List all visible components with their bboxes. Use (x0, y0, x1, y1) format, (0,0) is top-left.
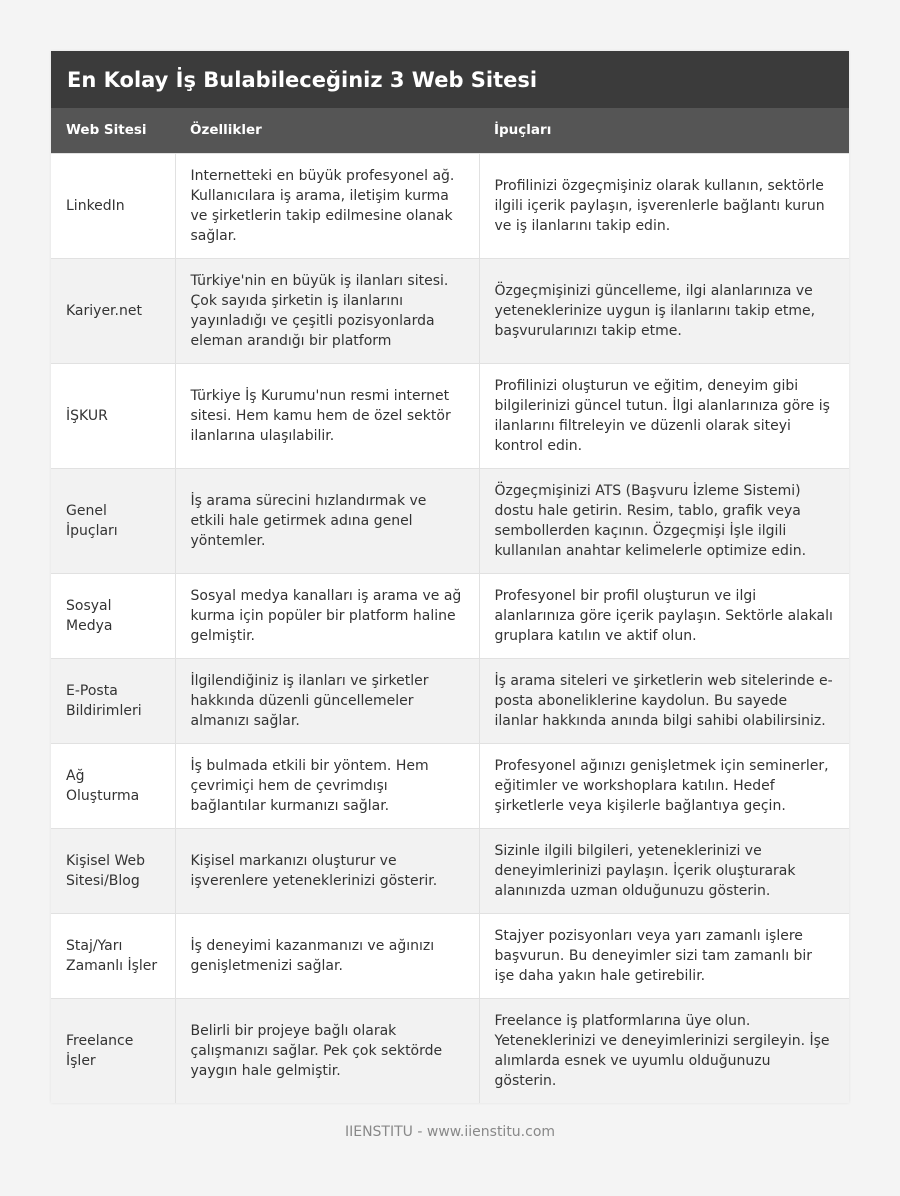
site-cell: Ağ Oluşturma (51, 743, 175, 828)
features-cell: Sosyal medya kanalları iş arama ve ağ kurma için popüler bir platform haline gelmiştir. (175, 573, 479, 658)
features-cell: Kişisel markanızı oluşturur ve işverenlere yeteneklerinizi gösterir. (175, 828, 479, 913)
column-header-tips: İpuçları (479, 108, 849, 153)
tips-cell: Özgeçmişinizi güncelleme, ilgi alanlarınıza ve yeteneklerinize uygun iş ilanlarını takip etme, başvurularınızı takip etme. (479, 258, 849, 363)
data-table (51, 108, 849, 1103)
tips-cell: Sizinle ilgili bilgileri, yeteneklerinizi ve deneyimlerinizi paylaşın. İçerik oluşturarak alanınızda uzman olduğunuzu gösterin. (479, 828, 849, 913)
site-cell: Kariyer.net (51, 258, 175, 363)
tips-cell: Profilinizi özgeçmişiniz olarak kullanın, sektörle ilgili içerik paylaşın, işverenlerle bağlantı kurun ve iş ilanlarını takip edin. (479, 153, 849, 258)
features-cell: Belirli bir projeye bağlı olarak çalışmanızı sağlar. Pek çok sektörde yaygın hale gelmiştir. (175, 998, 479, 1103)
site-cell: Staj/Yarı Zamanlı İşler (51, 913, 175, 998)
table-row (51, 153, 849, 258)
table-row (51, 363, 849, 468)
tips-cell: Profilinizi oluşturun ve eğitim, deneyim gibi bilgilerinizi güncel tutun. İlgi alanlarınıza göre iş ilanlarını filtreleyin ve düzenli olarak siteyi kontrol edin. (479, 363, 849, 468)
features-cell: Türkiye İş Kurumu'nun resmi internet sitesi. Hem kamu hem de özel sektör ilanlarına ulaşılabilir. (175, 363, 479, 468)
tips-cell: Freelance iş platformlarına üye olun. Yeteneklerinizi ve deneyimlerinizi sergileyin. İşe alımlarda esnek ve uyumlu olduğunuzu gösterin. (479, 998, 849, 1103)
tips-cell: Özgeçmişinizi ATS (Başvuru İzleme Sistemi) dostu hale getirin. Resim, tablo, grafik veya sembollerden kaçının. Özgeçmişi İşle ilgili kullanılan anahtar kelimelerle optimize edin. (479, 468, 849, 573)
tips-cell: İş arama siteleri ve şirketlerin web sitelerinde e-posta aboneliklerine kaydolun. Bu sayede ilanlar hakkında anında bilgi sahibi olabilirsiniz. (479, 658, 849, 743)
table-row (51, 743, 849, 828)
table-row (51, 913, 849, 998)
features-cell: Türkiye'nin en büyük iş ilanları sitesi. Çok sayıda şirketin iş ilanlarını yayınladığı ve çeşitli pozisyonlarda eleman arandığı bir platform (175, 258, 479, 363)
column-header-features: Özellikler (175, 108, 479, 153)
column-header-site: Web Sitesi (51, 108, 175, 153)
footer-credit: IIENSTITU - www.iienstitu.com (344, 1124, 556, 1140)
site-cell: Kişisel Web Sitesi/Blog (51, 828, 175, 913)
table-row (51, 998, 849, 1103)
features-cell: İş bulmada etkili bir yöntem. Hem çevrimiçi hem de çevrimdışı bağlantılar kurmanızı sağlar. (175, 743, 479, 828)
site-cell: LinkedIn (51, 153, 175, 258)
header-row (51, 108, 849, 153)
site-cell: Sosyal Medya (51, 573, 175, 658)
table-row (51, 258, 849, 363)
site-cell: E-Posta Bildirimleri (51, 658, 175, 743)
table-card (51, 51, 849, 1103)
table-row (51, 468, 849, 573)
tips-cell: Profesyonel ağınızı genişletmek için seminerler, eğitimler ve workshoplara katılın. Hedef şirketlerle veya kişilerle bağlantıya geçin. (479, 743, 849, 828)
table-row (51, 573, 849, 658)
features-cell: Internetteki en büyük profesyonel ağ. Kullanıcılara iş arama, iletişim kurma ve şirketlerin takip edilmesine olanak sağlar. (175, 153, 479, 258)
table-title: En Kolay İş Bulabileceğiniz 3 Web Sitesi (51, 51, 849, 108)
features-cell: İş arama sürecini hızlandırmak ve etkili hale getirmek adına genel yöntemler. (175, 468, 479, 573)
table-row (51, 658, 849, 743)
table-row (51, 828, 849, 913)
site-cell: Genel İpuçları (51, 468, 175, 573)
tips-cell: Stajyer pozisyonları veya yarı zamanlı işlere başvurun. Bu deneyimler sizi tam zamanlı bir işe daha yakın hale getirebilir. (479, 913, 849, 998)
tips-cell: Profesyonel bir profil oluşturun ve ilgi alanlarınıza göre içerik paylaşın. Sektörle alakalı gruplara katılın ve aktif olun. (479, 573, 849, 658)
site-cell: İŞKUR (51, 363, 175, 468)
features-cell: İş deneyimi kazanmanızı ve ağınızı genişletmenizi sağlar. (175, 913, 479, 998)
site-cell: Freelance İşler (51, 998, 175, 1103)
features-cell: İlgilendiğiniz iş ilanları ve şirketler hakkında düzenli güncellemeler almanızı sağlar. (175, 658, 479, 743)
